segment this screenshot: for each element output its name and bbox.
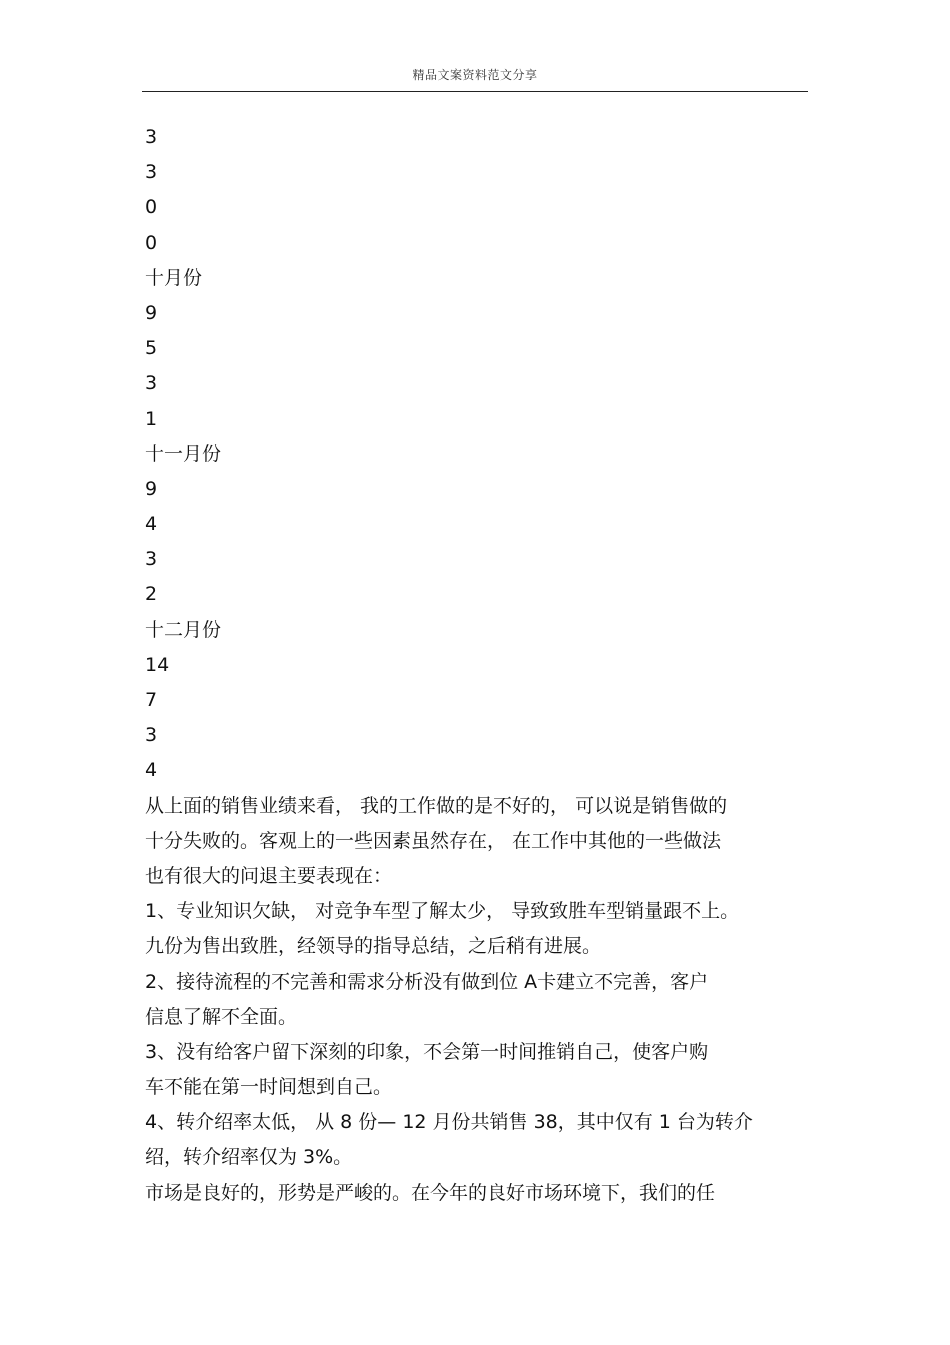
list-item-line: 车不能在第一时间想到自己。 [145,1076,393,1099]
text-line: 4 [145,513,158,536]
text-line: 9 [145,301,158,324]
text-line: 14 [145,653,170,676]
text-line: 3 [145,724,158,747]
text-line: 3 [145,372,158,395]
text-line: 9 [145,477,158,500]
text-line: 0 [145,231,158,254]
document-body [145,120,810,1211]
paragraph-line: 十分失败的。客观上的一些因素虽然存在， 在工作中其他的一些做法 [145,829,722,852]
text-line: 0 [145,196,158,219]
paragraph-line: 市场是良好的，形势是严峻的。在今年的良好市场环境下，我们的任 [145,1181,716,1204]
text-line: 5 [145,337,158,360]
text-line: 3 [145,548,158,571]
paragraph-line: 也有很大的问退主要表现在： [145,864,393,887]
list-item-line: 4、转介绍率太低， 从 8 份— 12 月份共销售 38，其中仅有 1 台为转介 [145,1111,753,1134]
list-item-line: 九份为售出致胜，经领导的指导总结，之后稍有进展。 [145,935,602,958]
list-item-line: 2、接待流程的不完善和需求分析没有做到位 A卡建立不完善，客户 [145,970,709,993]
header-divider [142,91,808,92]
text-line: 7 [145,689,158,711]
paragraph-line: 从上面的销售业绩来看， 我的工作做的是不好的， 可以说是销售做的 [145,794,728,817]
list-item-line: 信息了解不全面。 [145,1005,298,1028]
month-label: 十二月份 [145,618,222,641]
month-label: 十月份 [145,266,203,289]
text-line: 3 [145,126,158,148]
page-header: 精品文案资料范文分享 [412,68,538,82]
text-line: 1 [145,407,158,430]
list-item-line: 绍，转介绍率仅为 3%。 [145,1146,353,1169]
text-line: 4 [145,759,158,782]
text-line: 2 [145,583,158,606]
list-item-line: 1、专业知识欠缺， 对竞争车型了解太少， 导致致胜车型销量跟不上。 [145,900,740,923]
month-label: 十一月份 [145,442,222,465]
list-item-line: 3、没有给客户留下深刻的印象，不会第一时间推销自己，使客户购 [145,1040,709,1063]
text-line: 3 [145,161,158,184]
